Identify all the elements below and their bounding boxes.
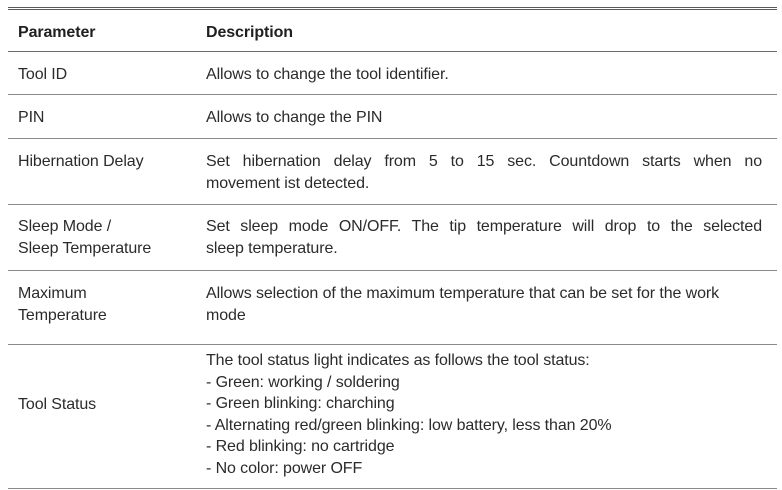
- table-row: [8, 345, 777, 489]
- description-cell: The tool status light indicates as follows the tool status: - Green: working / soldering - Green blinking: charching - Alternating red/green blinking: low battery, less than 20% - Red blinking: no cartridge - No color: power OFF: [206, 352, 612, 477]
- parameter-cell: Hibernation Delay: [18, 153, 144, 170]
- parameter-cell: Tool ID: [18, 66, 68, 83]
- description-cell: Allows to change the tool identifier.: [206, 66, 449, 83]
- header-description: Description: [206, 24, 293, 41]
- header-parameter: Parameter: [18, 24, 96, 41]
- description-cell: Allows selection of the maximum temperature that can be set for the work mode: [206, 285, 720, 324]
- table-row: [8, 95, 777, 139]
- parameter-cell: Tool Status: [18, 396, 97, 413]
- parameter-cell: Maximum Temperature: [18, 285, 107, 324]
- table-row: [8, 271, 777, 345]
- table-row: [8, 205, 777, 271]
- table-row: [8, 139, 777, 205]
- parameter-cell: PIN: [18, 109, 45, 126]
- description-cell: Set hibernation delay from 5 to 15 sec. Countdown starts when no movement ist detected.: [206, 153, 762, 192]
- parameter-cell: Sleep Mode / Sleep Temperature: [18, 218, 152, 257]
- description-cell: Allows to change the PIN: [206, 109, 383, 126]
- table-header-row: [8, 10, 777, 52]
- table-row: [8, 52, 777, 95]
- description-cell: Set sleep mode ON/OFF. The tip temperature will drop to the selected sleep temperature.: [206, 218, 762, 257]
